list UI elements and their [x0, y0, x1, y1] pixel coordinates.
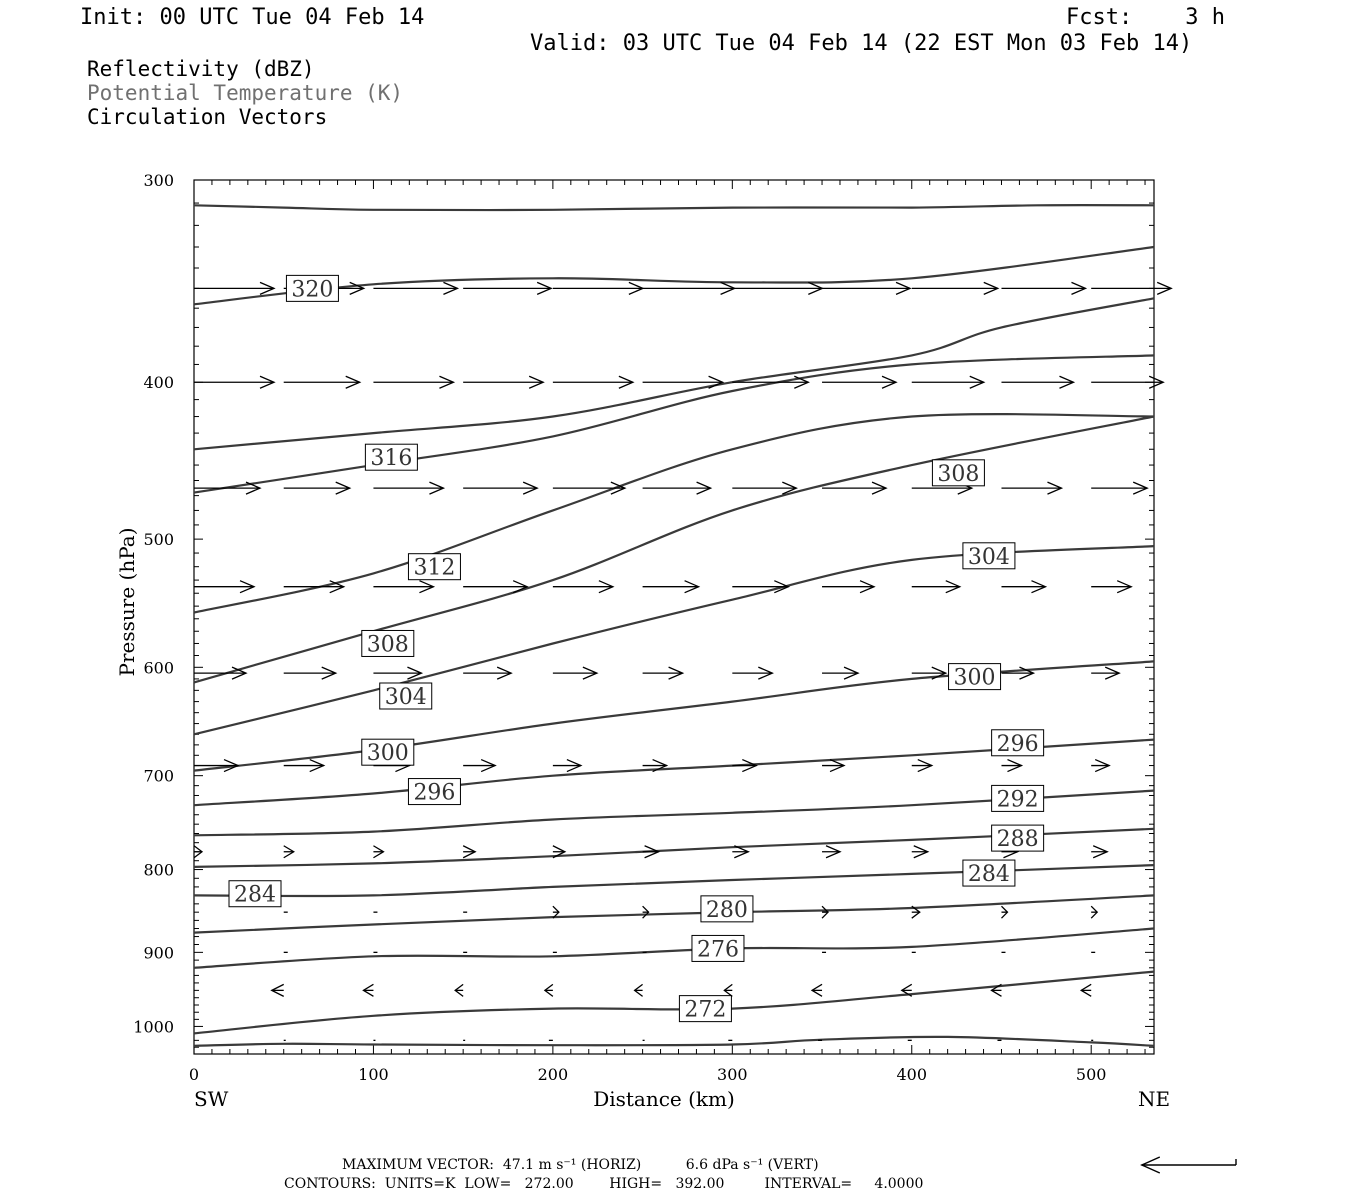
contour-label: 272 — [684, 997, 727, 1023]
x-tick-label: 400 — [896, 1065, 928, 1084]
y-tick-label: 600 — [143, 658, 174, 678]
contour-label: 308 — [937, 461, 980, 487]
maximum-vector-note: MAXIMUM VECTOR: 47.1 m s⁻¹ (HORIZ) 6.6 dPa s⁻¹ (VERT) — [342, 1157, 819, 1173]
contour-info: CONTOURS: UNITS=K LOW= 272.00 HIGH= 392.00 INTERVAL= 4.0000 — [284, 1176, 924, 1192]
x-tick-label: 200 — [537, 1065, 569, 1084]
y-tick-label: 1000 — [133, 1017, 174, 1037]
contour-label: 288 — [996, 827, 1039, 853]
y-tick-label: 500 — [143, 530, 174, 550]
theta-contour-276 — [194, 929, 1154, 968]
theta-contour-280 — [194, 895, 1154, 932]
x-tick-label: 0 — [188, 1065, 200, 1084]
y-axis-title: Pressure (hPa) — [115, 527, 139, 677]
contour-label: 304 — [967, 544, 1010, 570]
contour-label: 312 — [413, 555, 456, 581]
theta-contour-unlabeled-15 — [194, 1037, 1154, 1046]
x-tick-label: 300 — [717, 1065, 748, 1084]
y-tick-label: 400 — [143, 373, 174, 393]
forecast-hour: Fcst: 3 h — [1066, 5, 1225, 30]
theta-contour-272 — [194, 972, 1154, 1034]
contour-label: 300 — [366, 741, 409, 767]
x-end-label-ne: NE — [1137, 1087, 1171, 1111]
theta-contour-316 — [194, 355, 1154, 492]
y-tick-label: 300 — [143, 171, 174, 190]
contour-label: 292 — [996, 787, 1039, 813]
init-time: Init: 00 UTC Tue 04 Feb 14 — [80, 5, 425, 30]
contour-label: 276 — [696, 937, 739, 963]
y-tick-label: 700 — [143, 766, 174, 786]
contour-label: 280 — [705, 897, 748, 923]
plot-frame — [194, 180, 1154, 1054]
contour-label: 304 — [384, 685, 427, 711]
contour-label: 300 — [953, 665, 996, 691]
y-tick-label: 900 — [143, 943, 174, 963]
contour-label: 284 — [234, 882, 277, 908]
contour-label: 316 — [370, 446, 413, 472]
y-tick-label: 800 — [143, 860, 174, 880]
field-reflectivity: Reflectivity (dBZ) — [87, 57, 315, 81]
x-end-label-sw: SW — [194, 1087, 229, 1111]
contour-label: 308 — [366, 632, 409, 658]
theta-contour-unlabeled-2 — [194, 298, 1154, 449]
x-tick-label: 100 — [358, 1065, 389, 1084]
field-circulation-vectors: Circulation Vectors — [87, 105, 328, 129]
contour-label: 296 — [413, 780, 456, 806]
contour-label: 296 — [996, 731, 1039, 757]
theta-contour-unlabeled-0 — [194, 205, 1154, 210]
valid-time: Valid: 03 UTC Tue 04 Feb 14 (22 EST Mon 03 Feb 14) — [530, 31, 1193, 56]
x-axis-title: Distance (km) — [593, 1087, 735, 1111]
contour-label: 284 — [967, 862, 1010, 888]
field-potential-temperature: Potential Temperature (K) — [87, 81, 404, 105]
x-tick-label: 500 — [1075, 1065, 1107, 1084]
contour-label: 320 — [291, 277, 334, 303]
